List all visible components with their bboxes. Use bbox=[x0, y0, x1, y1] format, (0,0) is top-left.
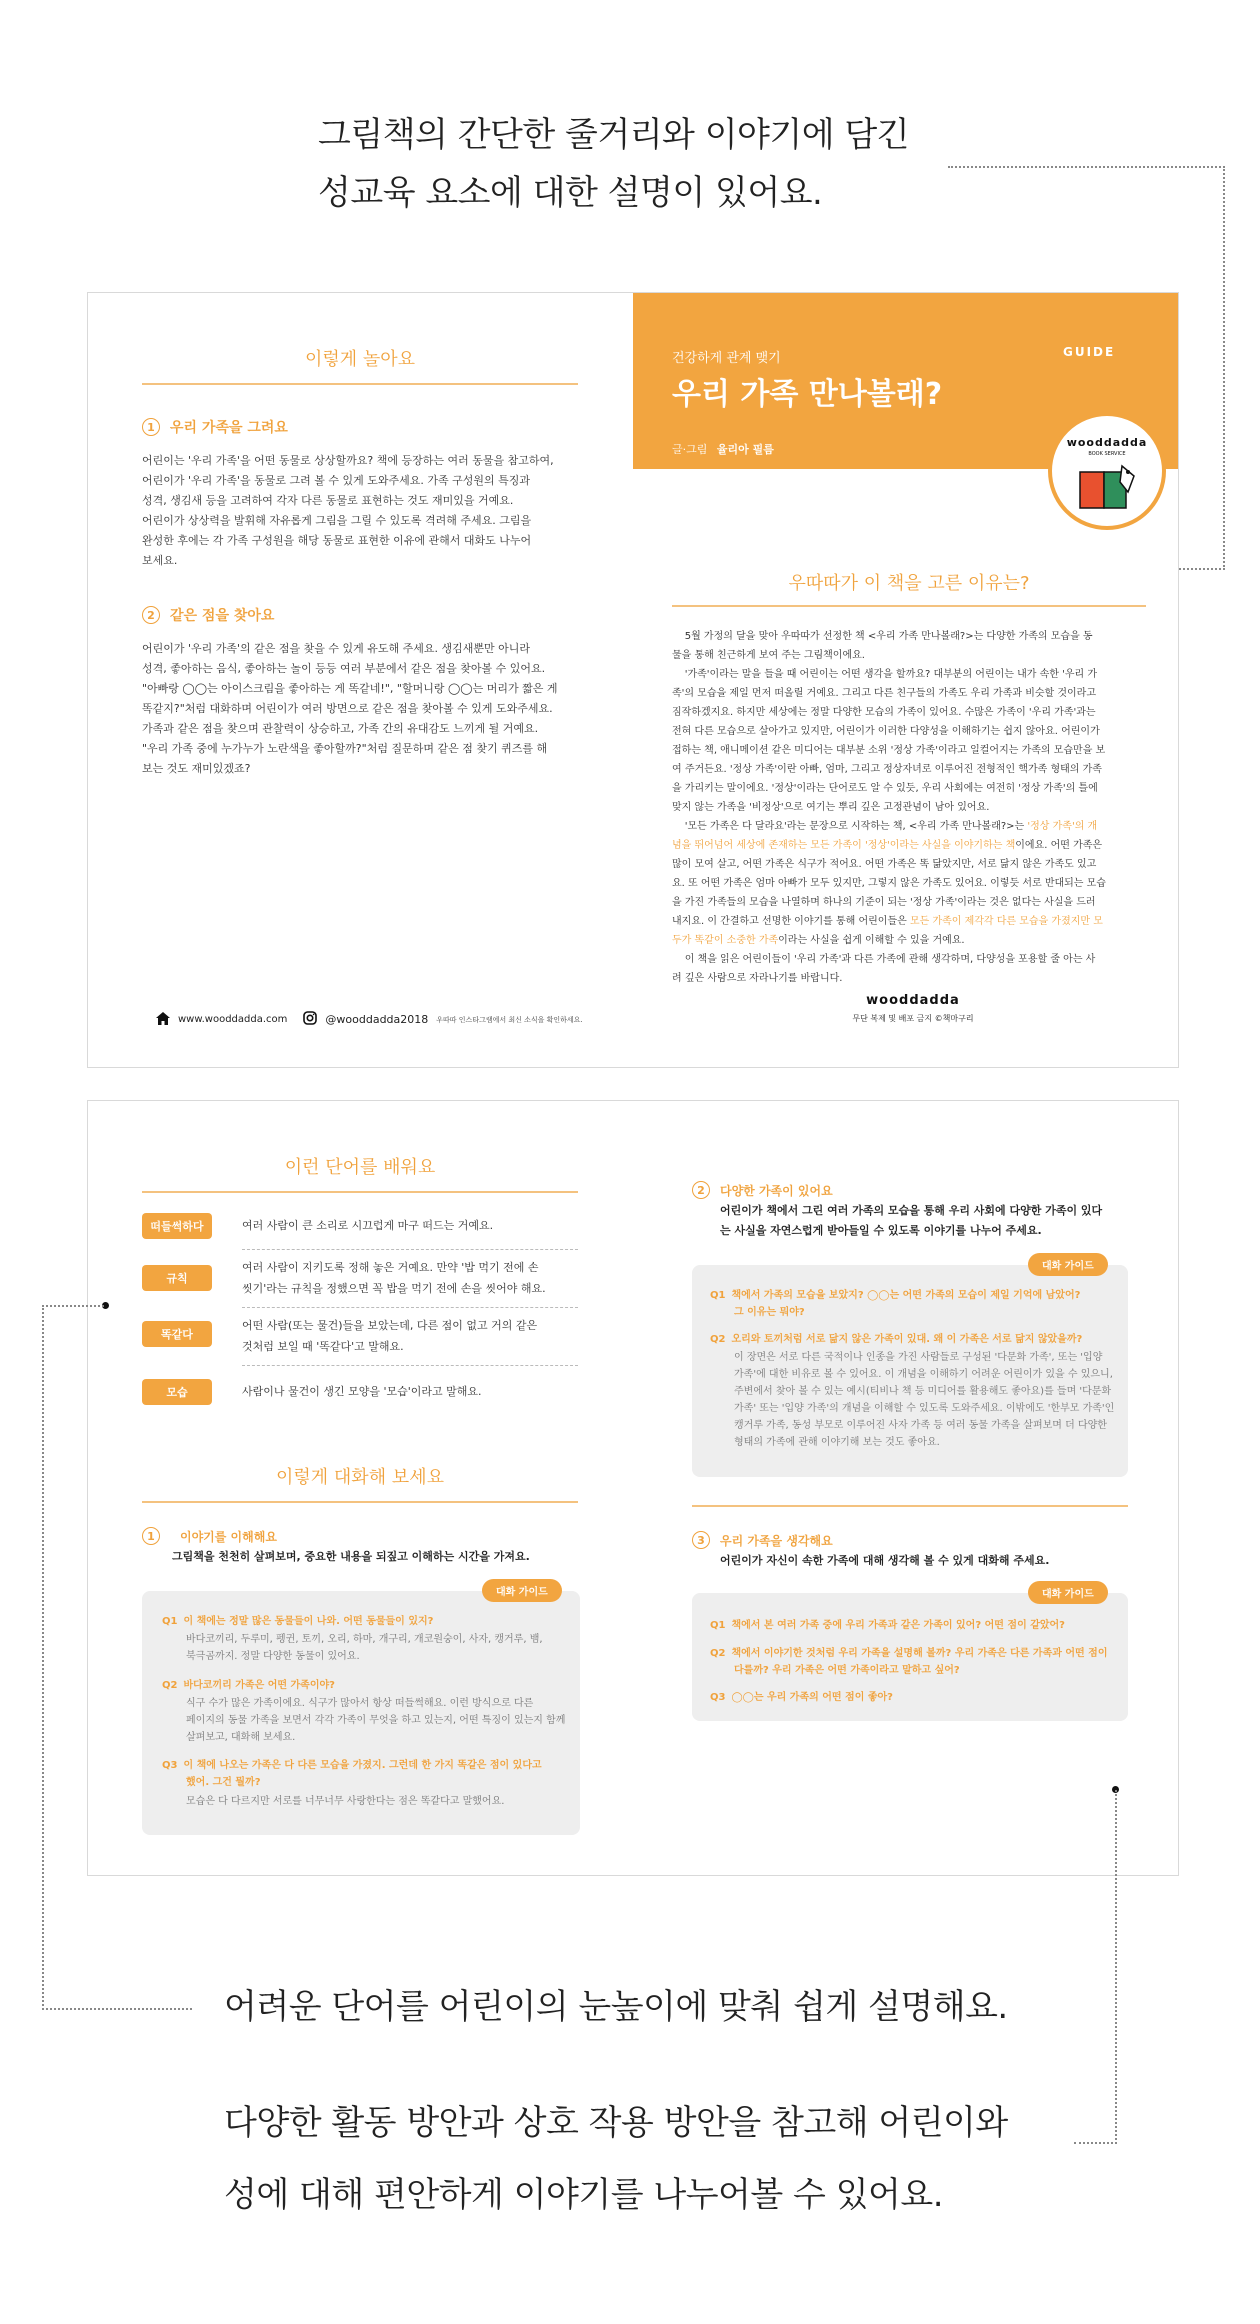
play-item-2-title: 같은 점을 찾아요 bbox=[170, 608, 275, 624]
answer-line: 가족' 또는 '입양 가족'의 개념을 이해할 수 있도록 도와주세요. 이밖에도 '한부모 가족'인 bbox=[734, 1403, 1115, 1414]
top-callout-connector-v bbox=[1223, 166, 1225, 570]
text-line: 5월 가정의 달을 맞아 우따따가 선정한 책 <우리 가족 만나볼래?>는 다양한 가족의 모습을 동 bbox=[672, 631, 1093, 642]
talk-section-title: 이렇게 대화해 보세요 bbox=[276, 1467, 444, 1488]
question-number: Q3 bbox=[162, 1760, 178, 1771]
page1-left-footer bbox=[156, 1011, 583, 1028]
activity-callout-connector-h bbox=[1074, 2142, 1117, 2144]
play-item-2-number: 2 bbox=[142, 606, 160, 624]
talk-guide-pill-3: 대화 가이드 bbox=[1028, 1581, 1108, 1604]
word-def-2 bbox=[242, 1257, 582, 1299]
talk-item-2-desc bbox=[720, 1201, 1160, 1241]
author-label: 글·그림 bbox=[672, 443, 708, 456]
talk-item-2-number: 2 bbox=[692, 1181, 710, 1199]
talk-item-1-desc: 그림책을 천천히 살펴보며, 중요한 내용을 되짚고 이해하는 시간을 가져요. bbox=[172, 1550, 530, 1563]
question-number: Q2 bbox=[710, 1334, 726, 1345]
answer-line: 바다코끼리, 두루미, 펭귄, 토끼, 오리, 하마, 개구리, 개코원숭이, 사자, 캥거루, 뱀, bbox=[186, 1634, 543, 1645]
instagram-handle[interactable]: @wooddadda2018 bbox=[325, 1013, 429, 1026]
answer-line: 주변에서 찾아 볼 수 있는 예시(티비나 책 등 미디어를 활용해도 좋아요)를 들며 '다문화 bbox=[734, 1386, 1112, 1397]
text-line: 이 책을 읽은 어린이들이 '우리 가족'과 다른 가족에 관해 생각하며, 다양성을 포용할 줄 아는 사 bbox=[672, 954, 1096, 965]
text-line: 는 사실을 자연스럽게 받아들일 수 있도록 이야기를 나누어 주세요. bbox=[720, 1224, 1042, 1237]
text-line: 것처럼 보일 때 '똑같다'고 말해요. bbox=[242, 1340, 404, 1353]
play-section-title: 이렇게 놀아요 bbox=[304, 349, 416, 370]
text-line: 을 가리키는 말이에요. '정상'이라는 단어로도 알 수 있듯, 우리 사회에는 여전히 '정상 가족'의 틀에 bbox=[672, 783, 1098, 794]
text-line: 사람이나 물건이 생긴 모양을 '모습'이라고 말해요. bbox=[242, 1385, 482, 1398]
text-line: 여러 사람이 큰 소리로 시끄럽게 마구 떠드는 거예요. bbox=[242, 1219, 494, 1232]
right-column-rule bbox=[692, 1505, 1128, 1507]
text-line: 요. 또 어떤 가족은 엄마 아빠가 모두 있지만, 그렇지 않은 가족도 있어요. 이렇듯 서로 반대되는 모습 bbox=[672, 878, 1106, 889]
answer-line: 모습은 다 다르지만 서로를 너무너무 사랑한다는 점은 똑같다고 말했어요. bbox=[186, 1796, 505, 1807]
words-callout-connector-h bbox=[42, 1305, 104, 1307]
text-line: "우리 가족 중에 누가누가 노란색을 좋아할까?"처럼 질문하며 같은 점 찾기 퀴즈를 해 bbox=[142, 742, 548, 755]
talk-guide-pill-2: 대화 가이드 bbox=[1028, 1253, 1108, 1276]
question-text: 다를까? 우리 가족은 어떤 가족이라고 말하고 싶어? bbox=[734, 1665, 960, 1676]
question-text: 그 이유는 뭐야? bbox=[734, 1307, 805, 1318]
talk-q2 bbox=[162, 1677, 572, 1694]
talk-q1 bbox=[162, 1613, 572, 1630]
text-line: 보는 것도 재미있겠죠? bbox=[142, 762, 251, 775]
text-line: 어린이는 '우리 가족'을 어떤 동물로 상상할까요? 책에 등장하는 여러 동물을 참고하여, bbox=[142, 454, 554, 467]
talk-item-3-desc: 어린이가 자신이 속한 가족에 대해 생각해 볼 수 있게 대화해 주세요. bbox=[720, 1554, 1050, 1567]
question-text: 바다코끼리 가족은 어떤 가족이야? bbox=[183, 1680, 335, 1691]
top-callout-line-1: 그림책의 간단한 줄거리와 이야기에 담긴 bbox=[318, 115, 910, 155]
copyright-note: 무단 복제 및 배포 금지 ©책마구리 bbox=[852, 1014, 974, 1023]
text-line: 접하는 책, 애니메이션 같은 미디어는 대부분 소위 '정상 가족'이라고 일컬어지는 가족의 모습만을 보 bbox=[672, 745, 1106, 756]
text-line: 전혀 다른 모습으로 살아가고 있지만, 어린이가 이러한 다양성을 이해하기는 쉽지 않아요. 어린이가 bbox=[672, 726, 1100, 737]
activity-callout bbox=[224, 2094, 1008, 2224]
text-line: 을 가진 가족들의 모습을 나열하며 하나의 기준이 되는 '정상 가족'이라는 것은 없다는 사실을 드러 bbox=[672, 897, 1096, 908]
word-tag-3: 똑같다 bbox=[142, 1321, 212, 1347]
question-text: 오리와 토끼처럼 서로 닮지 않은 가족이 있대. 왜 이 가족은 서로 닮지 않았을까? bbox=[731, 1334, 1083, 1345]
talk-item-2-title: 다양한 가족이 있어요 bbox=[720, 1183, 833, 1198]
text-line: 가족과 같은 점을 찾으며 관찰력이 상승하고, 가족 간의 유대감도 느끼게 될 거예요. bbox=[142, 722, 539, 735]
activity-callout-line-2: 성에 대해 편안하게 이야기를 나누어볼 수 있어요. bbox=[224, 2175, 944, 2215]
talk-a1 bbox=[186, 1631, 576, 1665]
talk-a2 bbox=[186, 1695, 576, 1746]
answer-line: 캥거루 가족, 동성 부모로 이루어진 사자 가족 등 여러 동물 가족을 살펴보며 더 다양한 bbox=[734, 1420, 1107, 1431]
question-text: 책에서 가족의 모습을 보았지? ◯◯는 어떤 가족의 모습이 제일 기억에 남았어? bbox=[731, 1290, 1081, 1301]
text-line bbox=[672, 817, 1152, 836]
word-separator bbox=[242, 1365, 578, 1366]
text-span: 내지요. 이 간결하고 선명한 이야기를 통해 어린이들은 bbox=[672, 916, 910, 927]
top-callout-connector bbox=[948, 166, 1225, 168]
question-number: Q1 bbox=[162, 1616, 178, 1627]
reason-section-rule bbox=[672, 605, 1146, 607]
activity-callout-connector-v bbox=[1115, 1790, 1117, 2144]
text-line: 성격, 생김새 등을 고려하여 각자 다른 동물로 표현하는 것도 재미있을 거예요. bbox=[142, 494, 514, 507]
answer-line: 페이지의 동물 가족을 보면서 각각 가족이 무엇을 하고 있는지, 어떤 특징이 있는지 함께 bbox=[186, 1715, 566, 1726]
text-line: 어린이가 '우리 가족'의 같은 점을 찾을 수 있게 유도해 주세요. 생김새뿐만 아니라 bbox=[142, 642, 531, 655]
text-line: 맞지 않는 가족을 '비정상'으로 여기는 뿌리 깊은 고정관념이 남아 있어요. bbox=[672, 802, 990, 813]
question-text: 책에서 본 여러 가족 중에 우리 가족과 같은 가족이 있어? 어떤 점이 같았어? bbox=[731, 1620, 1065, 1631]
answer-line: 식구 수가 많은 가족이에요. 식구가 많아서 항상 떠들썩해요. 이런 방식으로 다른 bbox=[186, 1698, 534, 1709]
play-section-rule bbox=[142, 383, 578, 385]
word-tag-4: 모습 bbox=[142, 1379, 212, 1405]
words-callout-connector-h2 bbox=[42, 2008, 192, 2010]
logo-text: wooddadda bbox=[1066, 436, 1148, 449]
text-line: 씻기'라는 규칙을 정했으면 꼭 밥을 먹기 전에 손을 씻어야 해요. bbox=[242, 1282, 546, 1295]
text-span: 이라는 사실을 쉽게 이해할 수 있을 거예요. bbox=[778, 935, 965, 946]
answer-line: 이 장면은 서로 다른 국적이나 인종을 가진 사람들로 구성된 '다문화 가족', 또는 '입양 bbox=[734, 1352, 1103, 1363]
play-item-1-title: 우리 가족을 그려요 bbox=[170, 420, 288, 436]
talk-section-rule bbox=[142, 1501, 578, 1503]
top-callout bbox=[318, 106, 909, 222]
top-callout-line-2: 성교육 요소에 대한 설명이 있어요. bbox=[318, 173, 823, 213]
word-separator bbox=[242, 1307, 578, 1308]
activity-callout-line-1: 다양한 활동 방안과 상호 작용 방안을 참고해 어린이와 bbox=[224, 2103, 1008, 2143]
talk-item-1-title: 이야기를 이해해요 bbox=[180, 1529, 277, 1544]
question-text: 이 책에는 정말 많은 동물들이 나와. 어떤 동물들이 있지? bbox=[183, 1616, 434, 1627]
talk3-q1 bbox=[710, 1617, 1120, 1634]
reason-body bbox=[672, 627, 1152, 988]
talk-a3 bbox=[186, 1793, 576, 1810]
highlight-text: 두가 똑같이 소중한 가족 bbox=[672, 935, 779, 946]
text-line: 여러 사람이 지키도록 정해 놓은 거예요. 만약 '밥 먹기 전에 손 bbox=[242, 1261, 539, 1274]
text-line bbox=[672, 836, 1152, 855]
question-number: Q3 bbox=[710, 1692, 726, 1703]
book-title: 우리 가족 만나볼래? bbox=[672, 377, 943, 412]
answer-line: 가족'에 대한 비유로 볼 수 있어요. 이 개념을 이해하기 어려운 어린이가 있을 수 있으니, bbox=[734, 1369, 1113, 1380]
question-number: Q1 bbox=[710, 1620, 726, 1631]
guide-page-1 bbox=[87, 292, 1179, 1068]
talk-guide-pill-1: 대화 가이드 bbox=[482, 1579, 562, 1602]
guide-tag: GUIDE bbox=[1063, 345, 1116, 359]
words-section-rule bbox=[142, 1191, 578, 1193]
text-line: 족'의 모습을 제일 먼저 떠올릴 거예요. 그리고 다른 친구들의 가족도 우리 가족과 비슷할 것이라고 bbox=[672, 688, 1096, 699]
text-line: 여 주거든요. '정상 가족'이란 아빠, 엄마, 그리고 정상자녀로 이루어진 전형적인 핵가족 형태의 가족 bbox=[672, 764, 1102, 775]
logo-subtext: BOOK SERVICE bbox=[1088, 451, 1126, 457]
talk-item-3-title: 우리 가족을 생각해요 bbox=[720, 1533, 833, 1548]
text-line: '가족'이라는 말을 들을 때 어린이는 어떤 생각을 할까요? 대부분의 어린이는 내가 속한 '우리 가 bbox=[672, 669, 1098, 680]
book-logo-icon bbox=[1076, 462, 1140, 518]
talk-item-1-heading bbox=[142, 1527, 277, 1545]
text-line: 어린이가 책에서 그린 여러 가족의 모습을 통해 우리 사회에 다양한 가족이 있다 bbox=[720, 1204, 1103, 1217]
question-text: 했어. 그건 뭘까? bbox=[186, 1777, 261, 1788]
word-def-1 bbox=[242, 1215, 582, 1236]
footer-logo: wooddadda bbox=[866, 993, 960, 1008]
word-separator bbox=[242, 1249, 578, 1250]
word-def-4 bbox=[242, 1381, 582, 1402]
text-line bbox=[672, 912, 1152, 931]
play-item-1-text bbox=[142, 451, 582, 571]
text-line: 려 깊은 사람으로 자라나기를 바랍니다. bbox=[672, 973, 843, 984]
talk-item-3-number: 3 bbox=[692, 1531, 710, 1549]
highlight-text: 모든 가족이 제각각 다른 모습을 가졌지만 모 bbox=[909, 916, 1103, 927]
play-item-2-text bbox=[142, 639, 582, 779]
talk3-q2 bbox=[710, 1645, 1120, 1679]
text-line: 성격, 좋아하는 음식, 좋아하는 놀이 등등 여러 부분에서 같은 점을 찾아볼 수 있어요. bbox=[142, 662, 546, 675]
website-link[interactable]: www.wooddadda.com bbox=[178, 1014, 288, 1025]
text-line: 어린이가 '우리 가족'을 동물로 그려 볼 수 있게 도와주세요. 가족 구성원의 특징과 bbox=[142, 474, 531, 487]
wooddadda-logo-badge bbox=[1048, 412, 1166, 530]
reason-section-title: 우따따가 이 책을 고른 이유는? bbox=[788, 573, 1030, 594]
highlight-text: 념을 뛰어넘어 세상에 존재하는 모든 가족이 '정상'이라는 사실을 이야기하는 책 bbox=[672, 840, 1016, 851]
text-line: 물을 통해 친근하게 보여 주는 그림책이에요. bbox=[672, 650, 865, 661]
text-span: 이에요. 어떤 가족은 bbox=[1015, 840, 1103, 851]
words-callout-connector-v bbox=[42, 1305, 44, 2010]
text-line: 짐작하겠지요. 하지만 세상에는 정말 다양한 모습의 가족이 있어요. 수많은 가족이 '우리 가족'과는 bbox=[672, 707, 1096, 718]
talk2-q2 bbox=[710, 1331, 1120, 1348]
text-line: 많이 모여 살고, 어떤 가족은 식구가 적어요. 어떤 가족은 똑 닮았지만, 서로 닮지 않은 가족도 있고 bbox=[672, 859, 1097, 870]
question-text: 이 책에 나오는 가족은 다 다른 모습을 가졌지. 그런데 한 가지 똑같은 점이 있다고 bbox=[183, 1760, 542, 1771]
talk3-q3 bbox=[710, 1689, 1120, 1706]
text-line bbox=[672, 931, 1152, 950]
question-number: Q1 bbox=[710, 1290, 726, 1301]
question-text: 책에서 이야기한 것처럼 우리 가족을 설명해 볼까? 우리 가족은 다른 가족과 어떤 점이 bbox=[731, 1648, 1108, 1659]
text-line: 완성한 후에는 각 가족 구성원을 해당 동물로 표현한 이유에 관해서 대화도 나누어 bbox=[142, 534, 532, 547]
book-category: 건강하게 관계 맺기 bbox=[672, 351, 781, 366]
talk-item-2-heading bbox=[692, 1181, 833, 1199]
text-line: 어떤 사람(또는 물건)들을 보았는데, 다른 점이 없고 거의 같은 bbox=[242, 1319, 538, 1332]
book-author bbox=[672, 441, 774, 457]
text-line: 똑같지?"처럼 대화하며 어린이가 여러 방면으로 같은 점을 찾아볼 수 있게 도와주세요. bbox=[142, 702, 553, 715]
question-number: Q2 bbox=[710, 1648, 726, 1659]
talk-item-3-heading bbox=[692, 1531, 833, 1549]
words-section-title: 이런 단어를 배워요 bbox=[284, 1157, 436, 1178]
text-line: 어린이가 상상력을 발휘해 자유롭게 그림을 그릴 수 있도록 격려해 주세요. 그림을 bbox=[142, 514, 532, 527]
talk2-q1 bbox=[710, 1287, 1120, 1321]
word-tag-1: 떠들썩하다 bbox=[142, 1213, 212, 1239]
instagram-note: 우따따 인스타그램에서 최신 소식을 확인하세요. bbox=[436, 1015, 583, 1024]
answer-line: 형태의 가족에 관해 이야기해 보는 것도 좋아요. bbox=[734, 1437, 940, 1448]
talk-q3 bbox=[162, 1757, 572, 1791]
talk-item-1-number: 1 bbox=[142, 1527, 160, 1545]
answer-line: 북극곰까지. 정말 다양한 동물이 있어요. bbox=[186, 1651, 360, 1662]
play-item-2-heading bbox=[142, 605, 274, 625]
text-line: "아빠랑 ◯◯는 아이스크림을 좋아하는 게 똑같네!", "할머니랑 ◯◯는 머리가 짧은 게 bbox=[142, 682, 558, 695]
play-item-1-number: 1 bbox=[142, 418, 160, 436]
word-tag-2: 규칙 bbox=[142, 1265, 212, 1291]
question-text: ◯◯는 우리 가족의 어떤 점이 좋아? bbox=[731, 1692, 893, 1703]
home-icon bbox=[156, 1012, 170, 1028]
text-line: 보세요. bbox=[142, 554, 178, 567]
play-item-1-heading bbox=[142, 417, 288, 437]
words-callout: 어려운 단어를 어린이의 눈높이에 맞춰 쉽게 설명해요. bbox=[224, 1987, 1008, 2027]
text-span: '모든 가족은 다 달라요'라는 문장으로 시작하는 책, <우리 가족 만나볼래?>는 bbox=[672, 821, 1028, 832]
guide-page-2 bbox=[87, 1100, 1179, 1876]
talk2-a2 bbox=[734, 1349, 1122, 1451]
instagram-icon bbox=[303, 1011, 317, 1028]
question-number: Q2 bbox=[162, 1680, 178, 1691]
highlight-text: '정상 가족'의 개 bbox=[1027, 821, 1098, 832]
answer-line: 살펴보고, 대화해 보세요. bbox=[186, 1732, 296, 1743]
author-name: 율리아 필름 bbox=[716, 443, 774, 456]
word-def-3 bbox=[242, 1315, 582, 1357]
